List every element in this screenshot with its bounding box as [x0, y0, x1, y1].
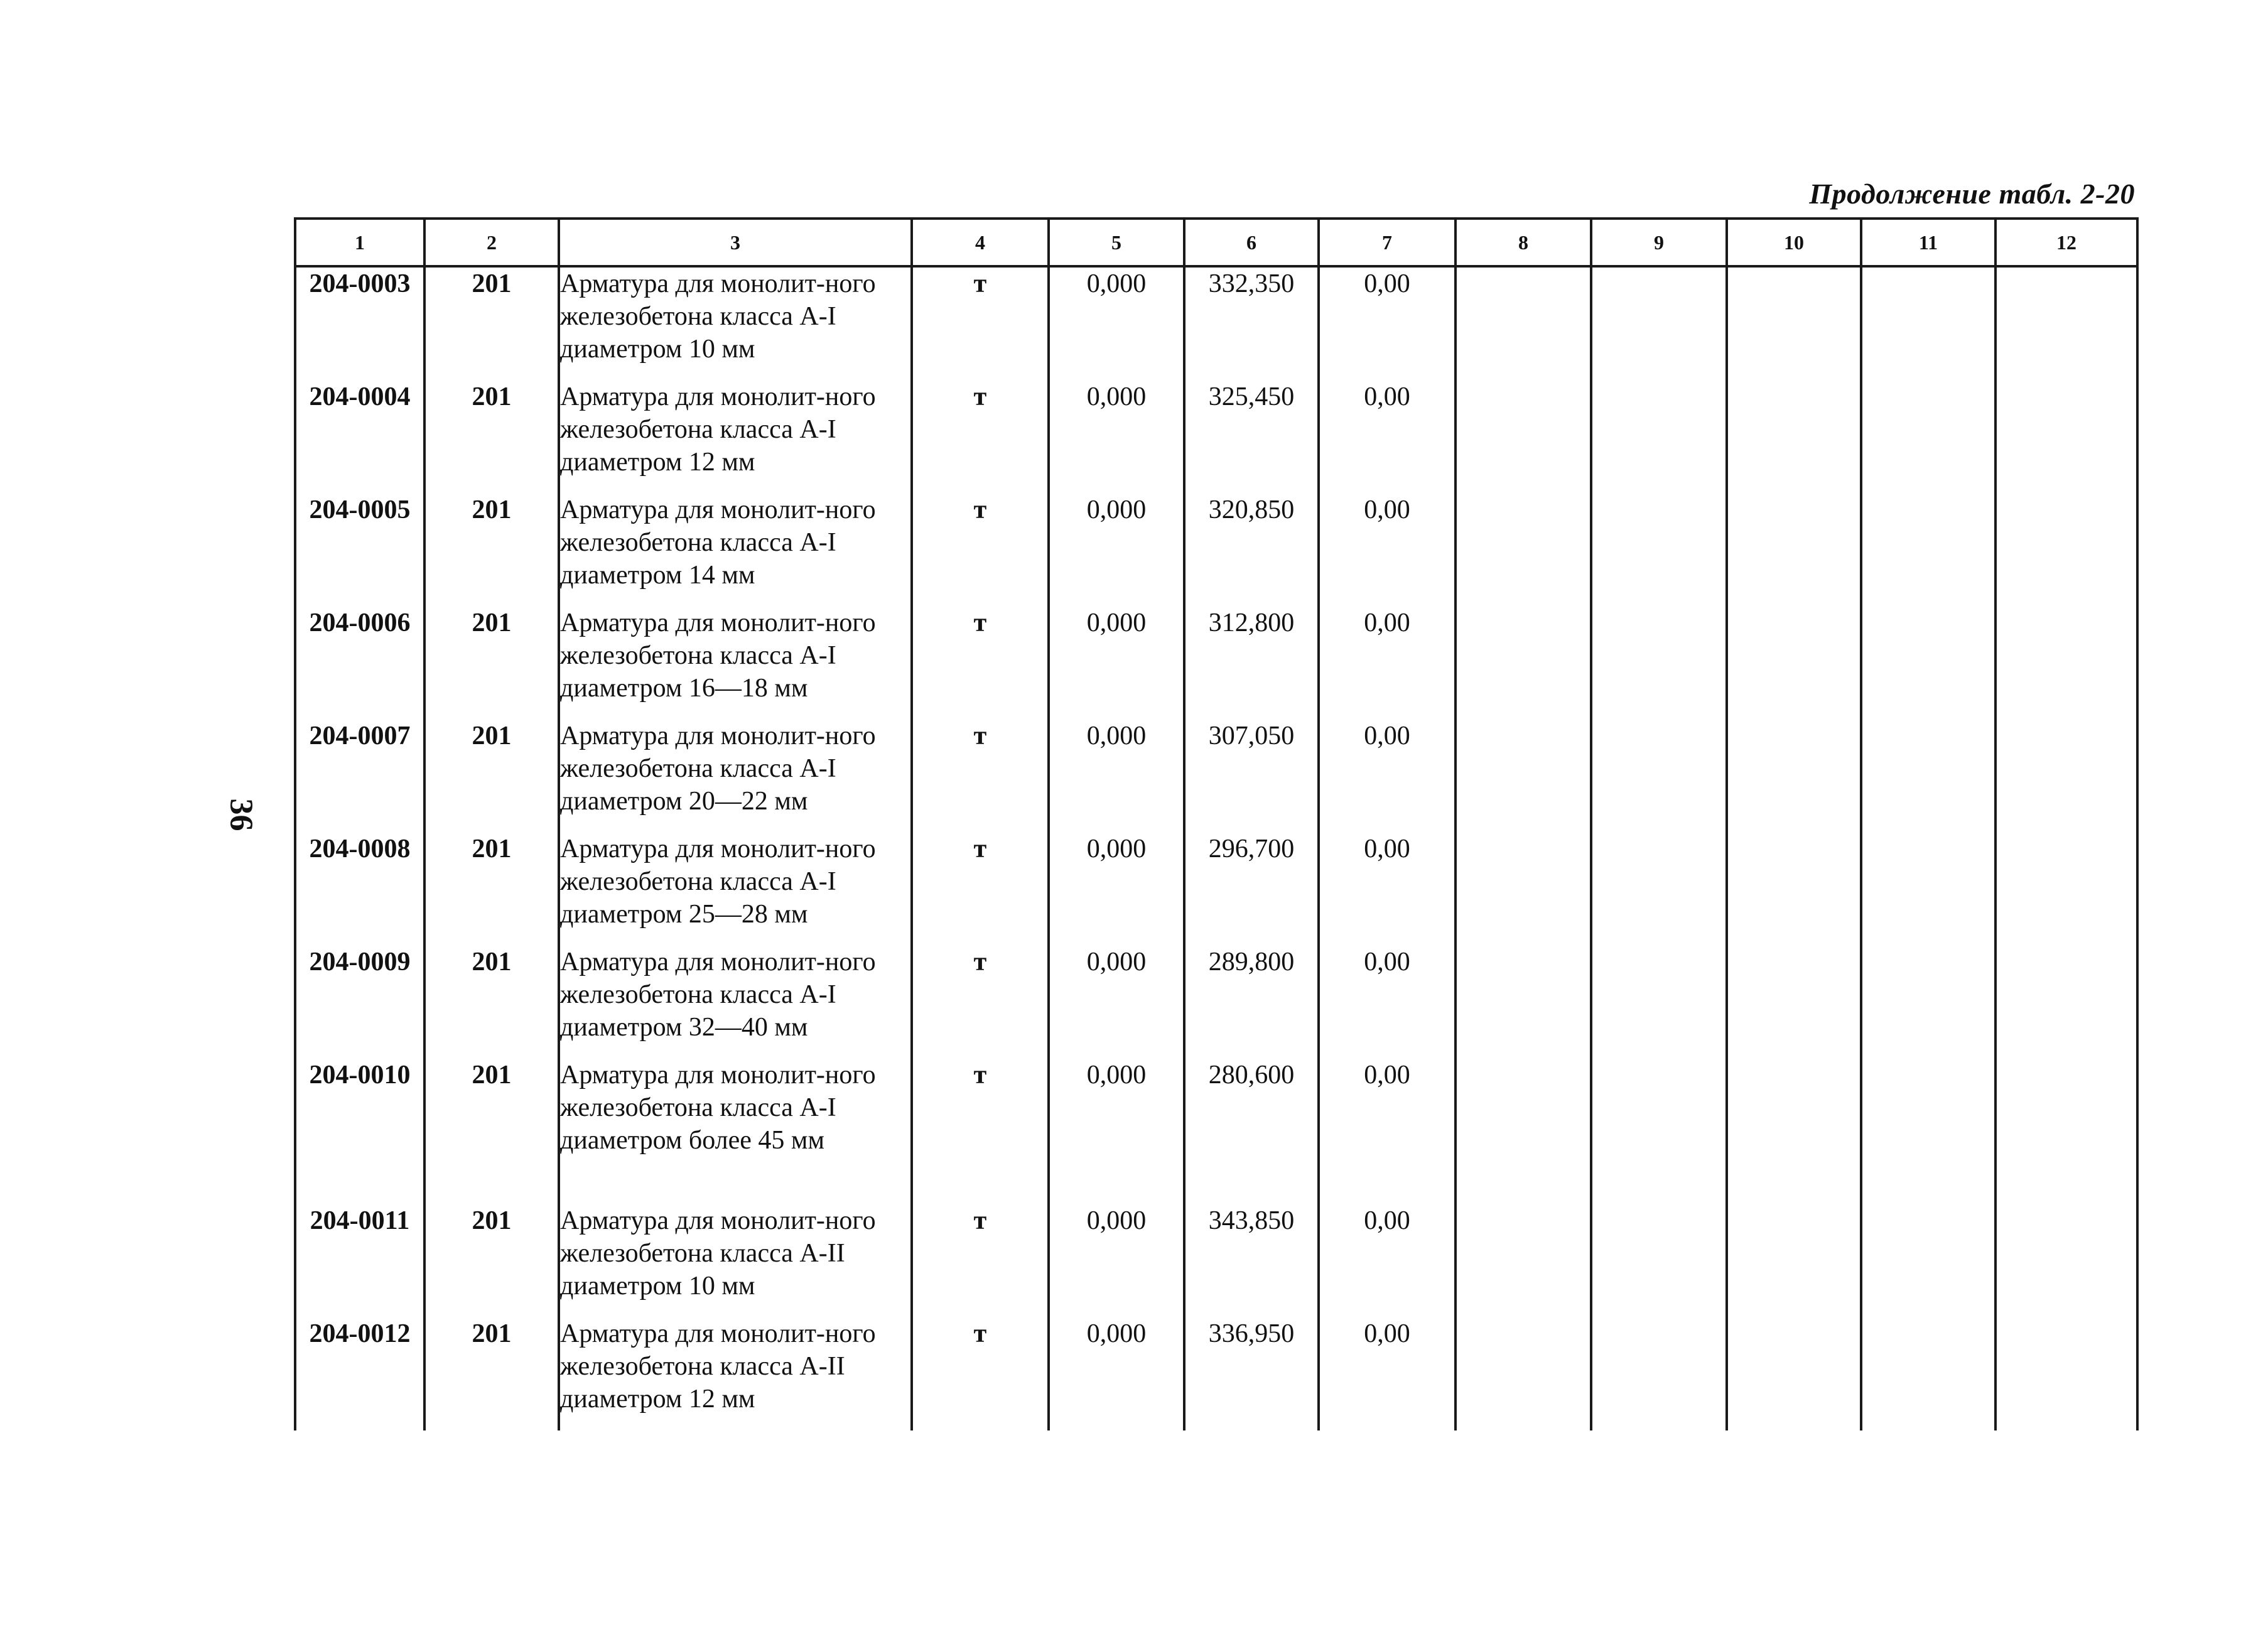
empty-cell: [1861, 381, 1995, 494]
empty-cell: [1455, 946, 1591, 1059]
column-5-value: 0,000: [1049, 607, 1184, 720]
table-row: [295, 1317, 2137, 1430]
resource-name: Арматура для монолит-ного железобетона класса А-I диаметром более 45 мм: [559, 1059, 912, 1204]
table-row: [295, 381, 2137, 494]
empty-cell: [1455, 494, 1591, 607]
empty-cell: [1591, 946, 1727, 1059]
column-5-value: 0,000: [1049, 720, 1184, 833]
unit: т: [912, 1059, 1049, 1204]
unit: т: [912, 833, 1049, 946]
empty-cell: [1727, 1059, 1861, 1204]
column-header: 1: [295, 219, 424, 266]
empty-cell: [1727, 607, 1861, 720]
empty-cell: [1995, 946, 2137, 1059]
resource-code: 204-0006: [295, 607, 424, 720]
unit: т: [912, 381, 1049, 494]
group-code: 201: [424, 833, 559, 946]
column-6-value: 296,700: [1184, 833, 1319, 946]
empty-cell: [1995, 1059, 2137, 1204]
empty-cell: [1995, 607, 2137, 720]
empty-cell: [1861, 266, 1995, 381]
resource-name: Арматура для монолит-ного железобетона класса А-I диаметром 32—40 мм: [559, 946, 912, 1059]
empty-cell: [1727, 833, 1861, 946]
table-row: [295, 494, 2137, 607]
empty-cell: [1727, 1204, 1861, 1317]
resource-name: Арматура для монолит-ного железобетона класса А-I диаметром 10 мм: [559, 266, 912, 381]
column-header: 9: [1591, 219, 1727, 266]
empty-cell: [1727, 266, 1861, 381]
column-header: 5: [1049, 219, 1184, 266]
empty-cell: [1591, 833, 1727, 946]
column-6-value: 343,850: [1184, 1204, 1319, 1317]
resource-name: Арматура для монолит-ного железобетона класса А-I диаметром 20—22 мм: [559, 720, 912, 833]
column-7-value: 0,00: [1319, 494, 1455, 607]
empty-cell: [1995, 266, 2137, 381]
column-7-value: 0,00: [1319, 720, 1455, 833]
column-header: 7: [1319, 219, 1455, 266]
resource-name: Арматура для монолит-ного железобетона класса А-I диаметром 25—28 мм: [559, 833, 912, 946]
column-7-value: 0,00: [1319, 946, 1455, 1059]
column-header: 8: [1455, 219, 1591, 266]
empty-cell: [1455, 266, 1591, 381]
column-7-value: 0,00: [1319, 607, 1455, 720]
empty-cell: [1727, 494, 1861, 607]
table-row: [295, 607, 2137, 720]
empty-cell: [1861, 1204, 1995, 1317]
group-code: 201: [424, 946, 559, 1059]
column-6-value: 320,850: [1184, 494, 1319, 607]
column-7-value: 0,00: [1319, 1204, 1455, 1317]
group-code: 201: [424, 381, 559, 494]
empty-cell: [1591, 494, 1727, 607]
empty-cell: [1591, 266, 1727, 381]
resource-code: 204-0011: [295, 1204, 424, 1317]
resource-code: 204-0003: [295, 266, 424, 381]
group-code: 201: [424, 1317, 559, 1430]
unit: т: [912, 1204, 1049, 1317]
group-code: 201: [424, 494, 559, 607]
resource-code: 204-0008: [295, 833, 424, 946]
page-number: 36: [223, 798, 259, 831]
group-code: 201: [424, 720, 559, 833]
empty-cell: [1591, 1317, 1727, 1430]
unit: т: [912, 1317, 1049, 1430]
empty-cell: [1995, 720, 2137, 833]
column-header: 3: [559, 219, 912, 266]
price-table: [294, 217, 2139, 1430]
empty-cell: [1455, 381, 1591, 494]
empty-cell: [1727, 381, 1861, 494]
column-header: 11: [1861, 219, 1995, 266]
table-row: [295, 266, 2137, 381]
unit: т: [912, 720, 1049, 833]
column-6-value: 289,800: [1184, 946, 1319, 1059]
unit: т: [912, 946, 1049, 1059]
empty-cell: [1861, 494, 1995, 607]
empty-cell: [1861, 607, 1995, 720]
table-row: [295, 1059, 2137, 1204]
unit: т: [912, 494, 1049, 607]
group-code: 201: [424, 1059, 559, 1204]
empty-cell: [1995, 1317, 2137, 1430]
column-7-value: 0,00: [1319, 266, 1455, 381]
empty-cell: [1455, 1317, 1591, 1430]
column-5-value: 0,000: [1049, 1204, 1184, 1317]
table-caption: Продолжение табл. 2-20: [1809, 178, 2135, 210]
empty-cell: [1861, 1059, 1995, 1204]
resource-code: 204-0009: [295, 946, 424, 1059]
empty-cell: [1861, 720, 1995, 833]
column-7-value: 0,00: [1319, 381, 1455, 494]
resource-code: 204-0005: [295, 494, 424, 607]
empty-cell: [1995, 494, 2137, 607]
table-row: [295, 720, 2137, 833]
column-5-value: 0,000: [1049, 833, 1184, 946]
empty-cell: [1995, 833, 2137, 946]
group-code: 201: [424, 1204, 559, 1317]
resource-name: Арматура для монолит-ного железобетона класса А-I диаметром 12 мм: [559, 381, 912, 494]
resource-name: Арматура для монолит-ного железобетона класса А-I диаметром 16—18 мм: [559, 607, 912, 720]
empty-cell: [1591, 720, 1727, 833]
column-6-value: 312,800: [1184, 607, 1319, 720]
column-5-value: 0,000: [1049, 266, 1184, 381]
empty-cell: [1861, 1317, 1995, 1430]
column-5-value: 0,000: [1049, 381, 1184, 494]
header-row: [295, 219, 2137, 266]
resource-name: Арматура для монолит-ного железобетона класса А-II диаметром 12 мм: [559, 1317, 912, 1430]
resource-code: 204-0010: [295, 1059, 424, 1204]
empty-cell: [1591, 1204, 1727, 1317]
column-6-value: 280,600: [1184, 1059, 1319, 1204]
resource-name: Арматура для монолит-ного железобетона класса А-II диаметром 10 мм: [559, 1204, 912, 1317]
resource-code: 204-0004: [295, 381, 424, 494]
column-header: 4: [912, 219, 1049, 266]
column-6-value: 336,950: [1184, 1317, 1319, 1430]
table-row: [295, 833, 2137, 946]
unit: т: [912, 266, 1049, 381]
column-7-value: 0,00: [1319, 833, 1455, 946]
table-row: [295, 946, 2137, 1059]
group-code: 201: [424, 266, 559, 381]
column-6-value: 325,450: [1184, 381, 1319, 494]
column-6-value: 332,350: [1184, 266, 1319, 381]
empty-cell: [1995, 381, 2137, 494]
column-7-value: 0,00: [1319, 1317, 1455, 1430]
empty-cell: [1455, 607, 1591, 720]
column-header: 12: [1995, 219, 2137, 266]
empty-cell: [1727, 1317, 1861, 1430]
empty-cell: [1455, 720, 1591, 833]
empty-cell: [1861, 946, 1995, 1059]
empty-cell: [1455, 1059, 1591, 1204]
empty-cell: [1727, 720, 1861, 833]
empty-cell: [1591, 381, 1727, 494]
empty-cell: [1591, 1059, 1727, 1204]
empty-cell: [1727, 946, 1861, 1059]
resource-code: 204-0012: [295, 1317, 424, 1430]
unit: т: [912, 607, 1049, 720]
column-5-value: 0,000: [1049, 946, 1184, 1059]
group-code: 201: [424, 607, 559, 720]
resource-code: 204-0007: [295, 720, 424, 833]
column-header: 2: [424, 219, 559, 266]
empty-cell: [1455, 1204, 1591, 1317]
column-6-value: 307,050: [1184, 720, 1319, 833]
column-header: 6: [1184, 219, 1319, 266]
column-5-value: 0,000: [1049, 1059, 1184, 1204]
column-5-value: 0,000: [1049, 1317, 1184, 1430]
column-7-value: 0,00: [1319, 1059, 1455, 1204]
resource-name: Арматура для монолит-ного железобетона класса А-I диаметром 14 мм: [559, 494, 912, 607]
empty-cell: [1455, 833, 1591, 946]
empty-cell: [1995, 1204, 2137, 1317]
table-row: [295, 1204, 2137, 1317]
column-5-value: 0,000: [1049, 494, 1184, 607]
empty-cell: [1861, 833, 1995, 946]
empty-cell: [1591, 607, 1727, 720]
column-header: 10: [1727, 219, 1861, 266]
